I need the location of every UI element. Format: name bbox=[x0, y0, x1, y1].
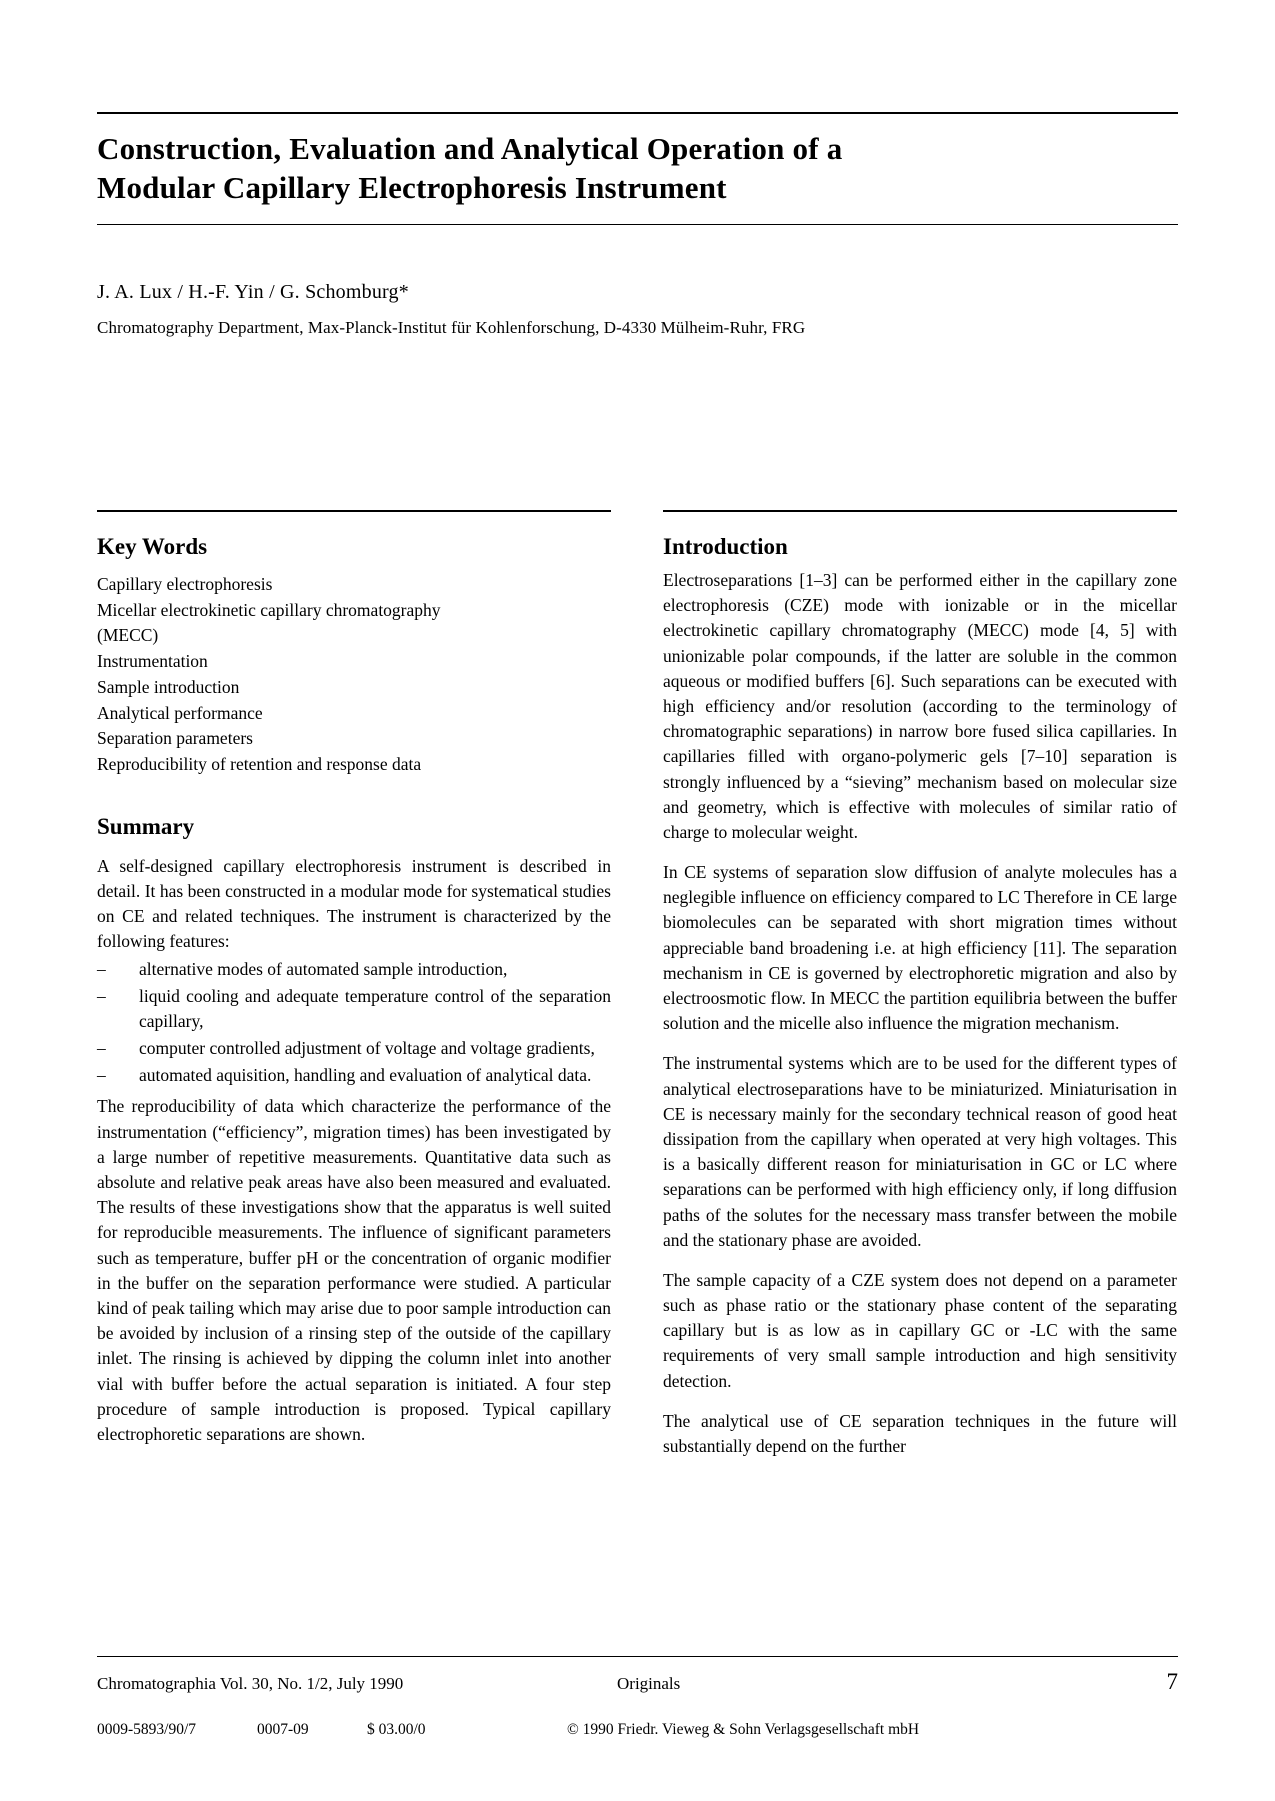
footer-article-code: 0007-09 bbox=[257, 1721, 309, 1738]
authors: J. A. Lux / H.-F. Yin / G. Schomburg* bbox=[97, 280, 409, 303]
keyword-item: Instrumentation bbox=[97, 651, 208, 672]
keywords-list bbox=[97, 572, 611, 778]
summary-intro-paragraph: A self-designed capillary electrophoresis instrument is described in detail. It has been constructed in a modular mode for systematical studies on CE and related techniques. The instrument is characterized by the following features: bbox=[97, 855, 611, 952]
dash-bullet: – bbox=[97, 985, 106, 1006]
feature-text: liquid cooling and adequate temperature control of the separation capillary, bbox=[139, 985, 611, 1031]
list-item bbox=[97, 1036, 611, 1061]
feature-text: computer controlled adjustment of voltage and voltage gradients, bbox=[139, 1038, 595, 1059]
intro-paragraph: In CE systems of separation slow diffusion of analyte molecules has a neglegible influence on efficiency compared to LC Therefore in CE large biomolecules can be separated with short migration times without appreciable band broadening i.e. at high efficiency [11]. The separation mechanism in CE is governed by electrophoretic migration and also by electroosmotic flow. In MECC the partition equilibria between the buffer solution and the micelle also influence the migration mechanism. bbox=[663, 862, 1177, 1034]
list-item bbox=[97, 1063, 611, 1088]
keyword-item: Micellar electrokinetic capillary chromatography bbox=[97, 599, 441, 620]
right-column-rule bbox=[663, 510, 1177, 512]
intro-paragraph: The instrumental systems which are to be used for the different types of analytical electroseparations have to be miniaturized. Miniaturisation in CE is necessary mainly for the secondary technical reason of good heat dissipation from the capillary when operated at very high voltages. This is a basically different reason for miniaturisation in GC or LC where separations can be performed with high efficiency only, if long diffusion paths of the solutes for the necessary mass transfer between the mobile and the stationary phase are avoided. bbox=[663, 1053, 1177, 1250]
intro-paragraph: Electroseparations [1–3] can be performed either in the capillary zone electrophoresis (CZE) mode with ionizable or in the micellar electrokinetic capillary chromatography (MECC) mode [4, 5] with unionizable polar compounds, if the latter are soluble in the common aqueous or modified buffers [6]. Such separations can be executed with high efficiency and/or resolution (according to the terminology of chromatographic separations) in narrow bore fused silica capillaries. In capillaries filled with organo-polymeric gels [7–10] separation is strongly influenced by a “sieving” mechanism based on molecular size and geometry, which is effective with molecules of similar ratio of charge to molecular weight. bbox=[663, 570, 1177, 842]
keyword-item: Analytical performance bbox=[97, 702, 263, 723]
page-title bbox=[97, 130, 1178, 208]
introduction-heading: Introduction bbox=[663, 534, 788, 559]
footer-issn: 0009-5893/90/7 bbox=[97, 1721, 197, 1738]
dash-bullet: – bbox=[97, 958, 106, 979]
affiliation: Chromatography Department, Max-Planck-Institut für Kohlenforschung, D-4330 Mülheim-Ruhr, FRG bbox=[97, 317, 806, 337]
left-column-rule bbox=[97, 510, 611, 512]
footer-journal-reference: Chromatographia Vol. 30, No. 1/2, July 1990 bbox=[97, 1674, 404, 1693]
intro-paragraph: The analytical use of CE separation techniques in the future will substantially depend on the further bbox=[663, 1410, 1177, 1456]
dash-bullet: – bbox=[97, 1065, 106, 1086]
title-line-1: Construction, Evaluation and Analytical Operation of a bbox=[97, 131, 843, 166]
page-footer bbox=[97, 1656, 1178, 1739]
title-line-2: Modular Capillary Electrophoresis Instrument bbox=[97, 169, 727, 205]
dash-bullet: – bbox=[97, 1038, 106, 1059]
list-item bbox=[97, 957, 611, 982]
keyword-item: Capillary electrophoresis bbox=[97, 574, 273, 594]
keyword-item: Sample introduction bbox=[97, 676, 240, 697]
footer-secondary-line bbox=[97, 1721, 1178, 1739]
list-item bbox=[97, 984, 611, 1034]
footer-rule bbox=[97, 1656, 1178, 1657]
summary-feature-list bbox=[97, 957, 611, 1089]
page-number: 7 bbox=[1166, 1669, 1178, 1694]
left-column bbox=[97, 510, 611, 1474]
summary-rest-paragraph: The reproducibility of data which characterize the performance of the instrumentation (“efficiency”, migration times) has been investigated by a large number of repetitive measurements. Quantitative data such as absolute and relative peak areas have also been measured and evaluated. The results of these investigations show that the apparatus is well suited for reproducible measurements. The influence of significant parameters such as temperature, buffer pH or the concentration of organic modifier in the buffer on the separation performance were studied. A particular kind of peak tailing which may arise due to poor sample introduction can be avoided by inclusion of a rinsing step of the outside of the capillary inlet. The rinsing is achieved by dipping the column inlet into another vial with buffer before the actual separation is initiated. A four step procedure of sample introduction is proposed. Typical capillary electrophoretic separations are shown. bbox=[97, 1096, 611, 1444]
summary-heading: Summary bbox=[97, 813, 195, 839]
article-columns bbox=[97, 510, 1178, 1474]
footer-section-label: Originals bbox=[617, 1674, 681, 1693]
keyword-item: Reproducibility of retention and response data bbox=[97, 754, 422, 775]
right-column bbox=[663, 510, 1177, 1474]
keyword-item: (MECC) bbox=[97, 625, 159, 646]
footer-price: $ 03.00/0 bbox=[367, 1721, 426, 1738]
feature-text: automated aquisition, handling and evaluation of analytical data. bbox=[139, 1065, 592, 1086]
header-bottom-rule bbox=[97, 224, 1178, 225]
footer-copyright: © 1990 Friedr. Vieweg & Sohn Verlagsgesellschaft mbH bbox=[567, 1721, 920, 1738]
keywords-heading: Key Words bbox=[97, 534, 208, 559]
footer-primary-line bbox=[97, 1669, 1178, 1695]
feature-text: alternative modes of automated sample introduction, bbox=[139, 958, 508, 979]
header-top-rule bbox=[97, 112, 1178, 114]
article-header bbox=[97, 112, 1178, 338]
intro-paragraph: The sample capacity of a CZE system does not depend on a parameter such as phase ratio or the stationary phase content of the separating capillary but is as low as in capillary GC or -LC with the same requirements of very small sample introduction and high sensitivity detection. bbox=[663, 1269, 1177, 1391]
keyword-item: Separation parameters bbox=[97, 728, 253, 749]
